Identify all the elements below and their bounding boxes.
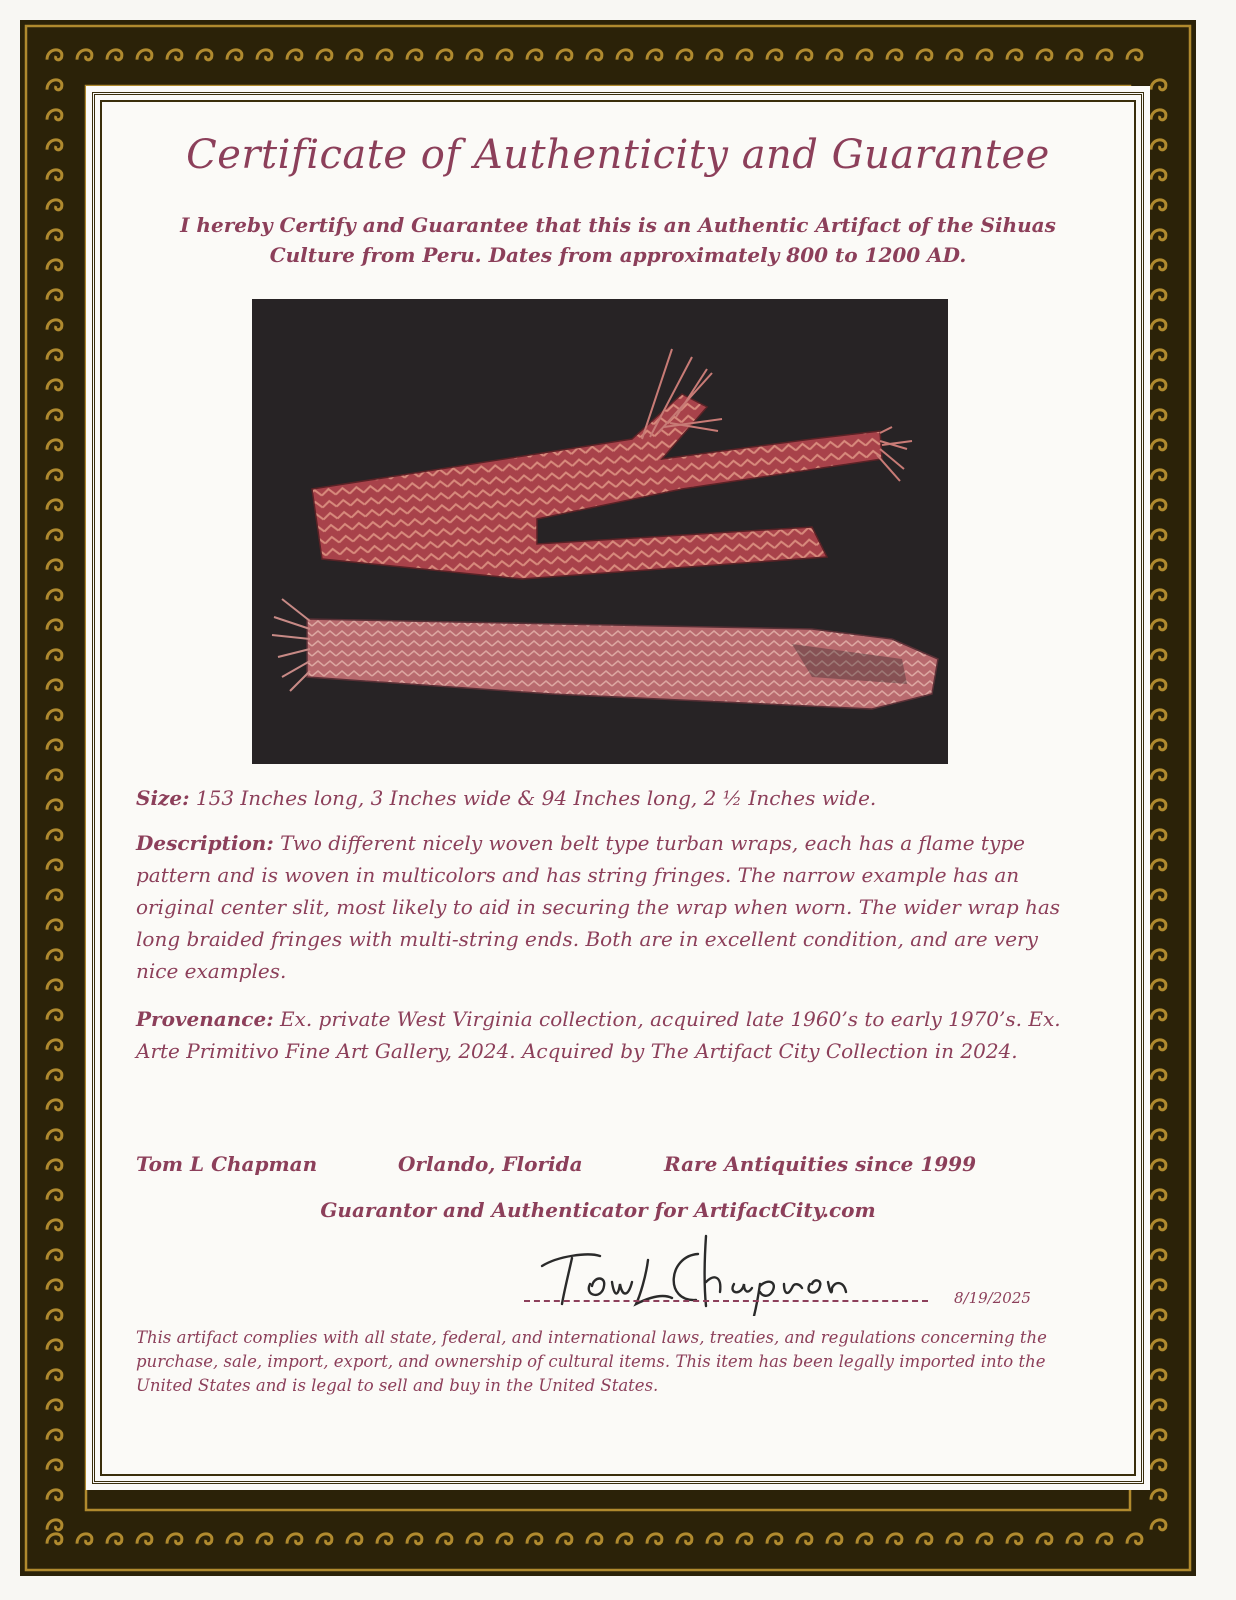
scroll-motif bbox=[47, 80, 62, 90]
scroll-motif bbox=[47, 200, 62, 210]
scroll-motif bbox=[617, 50, 632, 60]
scroll-motif bbox=[47, 260, 62, 270]
scroll-motif bbox=[47, 1310, 62, 1320]
scroll-motif bbox=[77, 50, 92, 60]
scroll-motif bbox=[197, 50, 212, 60]
signer-name: Tom L Chapman bbox=[136, 1152, 318, 1176]
scroll-motif bbox=[1037, 1534, 1052, 1544]
scroll-motif bbox=[287, 50, 302, 60]
scroll-motif bbox=[797, 1534, 812, 1544]
scroll-motif bbox=[1151, 1010, 1166, 1020]
scroll-motif bbox=[467, 1534, 482, 1544]
scroll-motif bbox=[47, 1190, 62, 1200]
scroll-motif bbox=[1151, 590, 1166, 600]
scroll-motif bbox=[1151, 680, 1166, 690]
scroll-motif bbox=[1151, 920, 1166, 930]
certificate-title: Certificate of Authenticity and Guarantee bbox=[186, 132, 1050, 178]
scroll-motif bbox=[647, 50, 662, 60]
scroll-motif bbox=[47, 1430, 62, 1440]
scroll-motif bbox=[1151, 380, 1166, 390]
scroll-motif bbox=[107, 1534, 122, 1544]
scroll-motif bbox=[47, 140, 62, 150]
description-value: Two different nicely woven belt type turban wraps, each has a flame type pattern and is woven in multicolors and has string fringes. The narrow example has an original center slit, most likely to aid in securing the wrap when worn. The wider wrap has long braided fringes with multi-string ends. Both are in excellent condition, and are very nice examples. bbox=[136, 831, 1061, 983]
scroll-motif bbox=[1151, 1070, 1166, 1080]
scroll-motif bbox=[557, 1534, 572, 1544]
scroll-motif bbox=[437, 50, 452, 60]
scroll-motif bbox=[47, 590, 62, 600]
scroll-motif bbox=[1151, 80, 1166, 90]
scroll-motif bbox=[827, 1534, 842, 1544]
woven-belts-image bbox=[252, 299, 948, 764]
scroll-motif bbox=[47, 1100, 62, 1110]
scroll-motif bbox=[857, 50, 872, 60]
scroll-motif bbox=[857, 1534, 872, 1544]
scroll-motif bbox=[1151, 650, 1166, 660]
scroll-motif bbox=[1151, 950, 1166, 960]
scroll-motif bbox=[1151, 470, 1166, 480]
scroll-motif bbox=[47, 530, 62, 540]
scroll-motif bbox=[1151, 260, 1166, 270]
scroll-motif bbox=[707, 50, 722, 60]
scroll-motif bbox=[527, 1534, 542, 1544]
scroll-motif bbox=[1151, 800, 1166, 810]
scroll-motif bbox=[317, 50, 332, 60]
scroll-motif bbox=[47, 890, 62, 900]
scroll-motif bbox=[1097, 1534, 1112, 1544]
scroll-motif bbox=[1151, 980, 1166, 990]
scroll-motif bbox=[917, 50, 932, 60]
scroll-motif bbox=[167, 1534, 182, 1544]
scroll-motif bbox=[1151, 1490, 1166, 1500]
scroll-motif bbox=[47, 1040, 62, 1050]
certification-statement bbox=[140, 210, 1096, 270]
scroll-motif bbox=[347, 1534, 362, 1544]
scroll-motif bbox=[1151, 320, 1166, 330]
scroll-motif bbox=[1151, 410, 1166, 420]
scroll-motif bbox=[1151, 740, 1166, 750]
signature-line bbox=[524, 1300, 928, 1302]
description-label: Description: bbox=[136, 831, 274, 855]
scroll-motif bbox=[587, 50, 602, 60]
scroll-motif bbox=[107, 50, 122, 60]
scroll-motif bbox=[47, 1490, 62, 1500]
scroll-motif bbox=[977, 50, 992, 60]
scroll-motif bbox=[827, 50, 842, 60]
scroll-motif bbox=[497, 1534, 512, 1544]
scroll-motif bbox=[287, 1534, 302, 1544]
size-label: Size: bbox=[136, 786, 190, 810]
scroll-motif bbox=[1151, 1160, 1166, 1170]
scroll-motif bbox=[407, 50, 422, 60]
scroll-motif bbox=[197, 1534, 212, 1544]
scroll-motif bbox=[1151, 440, 1166, 450]
scroll-motif bbox=[137, 1534, 152, 1544]
scroll-motif bbox=[317, 1534, 332, 1544]
scroll-motif bbox=[737, 50, 752, 60]
scroll-motif bbox=[1007, 50, 1022, 60]
scroll-motif bbox=[1127, 1534, 1142, 1544]
signer-location: Orlando, Florida bbox=[398, 1152, 583, 1176]
provenance-label: Provenance: bbox=[136, 1007, 274, 1031]
scroll-motif bbox=[47, 920, 62, 930]
scroll-motif bbox=[1151, 770, 1166, 780]
scroll-motif bbox=[47, 620, 62, 630]
scroll-motif bbox=[47, 350, 62, 360]
scroll-motif bbox=[1151, 530, 1166, 540]
scroll-motif bbox=[47, 770, 62, 780]
scroll-motif bbox=[167, 50, 182, 60]
scroll-motif bbox=[47, 800, 62, 810]
scroll-motif bbox=[377, 1534, 392, 1544]
scroll-motif bbox=[947, 50, 962, 60]
scroll-motif bbox=[47, 980, 62, 990]
scroll-motif bbox=[407, 1534, 422, 1544]
scroll-motif bbox=[1151, 860, 1166, 870]
scroll-motif bbox=[227, 1534, 242, 1544]
signature-date: 8/19/2025 bbox=[954, 1289, 1031, 1307]
scroll-motif bbox=[47, 410, 62, 420]
provenance-value: Ex. private West Virginia collection, acquired late 1960’s to early 1970’s. Ex. Arte Primitivo Fine Art Gallery, 2024. Acquired by The Artifact City Collection in 2024. bbox=[136, 1007, 1061, 1063]
scroll-motif bbox=[257, 1534, 272, 1544]
scroll-motif bbox=[587, 1534, 602, 1544]
scroll-motif bbox=[1151, 140, 1166, 150]
artifact-photo bbox=[252, 299, 948, 764]
scroll-motif bbox=[677, 50, 692, 60]
scroll-motif bbox=[77, 1534, 92, 1544]
scroll-motif bbox=[1151, 1430, 1166, 1440]
scroll-motif bbox=[947, 1534, 962, 1544]
description-field bbox=[136, 827, 1066, 987]
scroll-motif bbox=[1151, 170, 1166, 180]
size-value: 153 Inches long, 3 Inches wide & 94 Inches long, 2 ½ Inches wide. bbox=[195, 786, 877, 810]
scroll-motif bbox=[47, 950, 62, 960]
scroll-motif bbox=[1151, 1190, 1166, 1200]
scroll-motif bbox=[467, 50, 482, 60]
scroll-motif bbox=[1097, 50, 1112, 60]
scroll-motif bbox=[47, 470, 62, 480]
scroll-motif bbox=[797, 50, 812, 60]
scroll-motif bbox=[887, 50, 902, 60]
scroll-motif bbox=[677, 1534, 692, 1544]
scroll-motif bbox=[47, 1460, 62, 1470]
scroll-motif bbox=[1151, 200, 1166, 210]
scroll-motif bbox=[1151, 1460, 1166, 1470]
scroll-motif bbox=[47, 1370, 62, 1380]
signer-role: Guarantor and Authenticator for ArtifactCity.com bbox=[320, 1198, 876, 1222]
scroll-motif bbox=[1151, 1220, 1166, 1230]
scroll-motif bbox=[497, 50, 512, 60]
scroll-motif bbox=[647, 1534, 662, 1544]
scroll-motif bbox=[47, 740, 62, 750]
scroll-motif bbox=[47, 560, 62, 570]
scroll-motif bbox=[47, 1160, 62, 1170]
scroll-motif bbox=[1151, 230, 1166, 240]
signer-since: Rare Antiquities since 1999 bbox=[664, 1152, 976, 1176]
scroll-motif bbox=[47, 650, 62, 660]
scroll-motif bbox=[1067, 1534, 1082, 1544]
scroll-motif bbox=[1151, 1520, 1166, 1530]
scroll-motif bbox=[767, 50, 782, 60]
scroll-motif bbox=[47, 680, 62, 690]
scroll-motif bbox=[977, 1534, 992, 1544]
scroll-motif bbox=[1151, 1250, 1166, 1260]
scroll-motif bbox=[47, 1250, 62, 1260]
scroll-motif bbox=[1151, 1400, 1166, 1410]
scroll-motif bbox=[1151, 620, 1166, 630]
scroll-motif bbox=[1151, 830, 1166, 840]
scroll-motif bbox=[47, 1400, 62, 1410]
scroll-motif bbox=[527, 50, 542, 60]
scroll-motif bbox=[1127, 50, 1142, 60]
scroll-motif bbox=[47, 1520, 62, 1530]
scroll-motif bbox=[1151, 110, 1166, 120]
handwritten-signature bbox=[528, 1226, 868, 1316]
scroll-motif bbox=[737, 1534, 752, 1544]
scroll-motif bbox=[377, 50, 392, 60]
scroll-motif bbox=[47, 230, 62, 240]
scroll-motif bbox=[1151, 560, 1166, 570]
scroll-motif bbox=[47, 170, 62, 180]
provenance-field bbox=[136, 1003, 1066, 1067]
scroll-motif bbox=[1151, 500, 1166, 510]
scroll-motif bbox=[47, 500, 62, 510]
scroll-motif bbox=[437, 1534, 452, 1544]
scroll-motif bbox=[1151, 1340, 1166, 1350]
scroll-motif bbox=[47, 860, 62, 870]
scroll-motif bbox=[47, 1220, 62, 1230]
certification-line-1: I hereby Certify and Guarantee that this is an Authentic Artifact of the Sihuas bbox=[180, 213, 1056, 237]
scroll-motif bbox=[47, 380, 62, 390]
scroll-motif bbox=[917, 1534, 932, 1544]
scroll-motif bbox=[617, 1534, 632, 1544]
scroll-motif bbox=[47, 710, 62, 720]
scroll-motif bbox=[1151, 1370, 1166, 1380]
scroll-motif bbox=[557, 50, 572, 60]
scroll-motif bbox=[1151, 1130, 1166, 1140]
scroll-motif bbox=[47, 1010, 62, 1020]
scroll-motif bbox=[47, 1070, 62, 1080]
scroll-motif bbox=[47, 1280, 62, 1290]
scroll-motif bbox=[47, 290, 62, 300]
scroll-motif bbox=[1151, 890, 1166, 900]
scroll-motif bbox=[1037, 50, 1052, 60]
size-field bbox=[136, 782, 1066, 814]
scroll-motif bbox=[137, 50, 152, 60]
scroll-motif bbox=[347, 50, 362, 60]
scroll-motif bbox=[707, 1534, 722, 1544]
certification-line-2: Culture from Peru. Dates from approximately 800 to 1200 AD. bbox=[269, 243, 967, 267]
legal-notice: This artifact complies with all state, federal, and international laws, treaties, and regulations concerning the purchase, sale, import, export, and ownership of cultural items. This item has been legally imported into the United States and is legal to sell and buy in the United States. bbox=[136, 1328, 1047, 1395]
scroll-motif bbox=[1151, 710, 1166, 720]
scroll-motif bbox=[1151, 1280, 1166, 1290]
scroll-motif bbox=[47, 440, 62, 450]
scroll-motif bbox=[1151, 1310, 1166, 1320]
scroll-motif bbox=[1151, 1040, 1166, 1050]
scroll-motif bbox=[47, 1130, 62, 1140]
scroll-motif bbox=[47, 110, 62, 120]
scroll-motif bbox=[1151, 1100, 1166, 1110]
scroll-motif bbox=[47, 50, 62, 60]
scroll-motif bbox=[1007, 1534, 1022, 1544]
scroll-motif bbox=[47, 1340, 62, 1350]
scroll-motif bbox=[1067, 50, 1082, 60]
scroll-motif bbox=[1151, 350, 1166, 360]
scroll-motif bbox=[47, 320, 62, 330]
scroll-motif bbox=[1151, 290, 1166, 300]
scroll-motif bbox=[47, 1534, 62, 1544]
scroll-motif bbox=[47, 830, 62, 840]
scroll-motif bbox=[227, 50, 242, 60]
scroll-motif bbox=[257, 50, 272, 60]
scroll-motif bbox=[767, 1534, 782, 1544]
scroll-motif bbox=[887, 1534, 902, 1544]
